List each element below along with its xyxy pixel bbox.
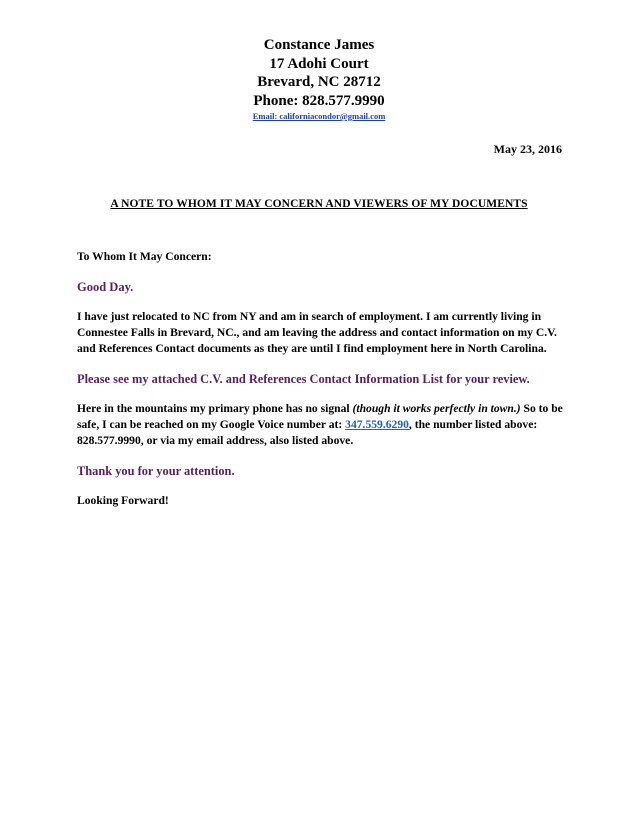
contact-text-2: So to be safe, I can be reached on my Google Voice number at: (77, 402, 563, 431)
letter-body (77, 249, 567, 509)
letter-date: May 23, 2016 (493, 142, 562, 156)
greeting: Good Day. (77, 280, 134, 294)
contact-text-3: , the number listed above: 828.577.9990, or via my email address, also listed above. (77, 418, 538, 447)
letterhead (0, 36, 638, 122)
google-voice-number-link[interactable]: 347.559.6290 (345, 418, 409, 431)
contact-text-italic: (though it works perfectly in town.) (352, 402, 521, 415)
attached-documents-paragraph: Please see my attached C.V. and References Contact Information List for your review. (77, 372, 530, 386)
contact-paragraph (77, 401, 567, 449)
sender-phone: Phone: 828.577.9990 (253, 92, 385, 109)
sender-name: Constance James (263, 37, 375, 53)
note-title: A NOTE TO WHOM IT MAY CONCERN AND VIEWERS OF MY DOCUMENTS (110, 198, 528, 210)
contact-text-1: Here in the mountains my primary phone has no signal (77, 402, 353, 415)
salutation: To Whom It May Concern: (77, 250, 212, 263)
sender-email-link[interactable]: Email: californiacondor@gmail.com (252, 111, 386, 121)
sender-city: Brevard, NC 28712 (257, 74, 381, 90)
relocation-paragraph: I have just relocated to NC from NY and am in search of employment. I am currently living in Connestee Falls in Brevard, NC., and am leaving the address and contact information on my C.V. and References Contact documents as they are until I find employment here in North Carolina. (77, 310, 557, 355)
sender-address: 17 Adohi Court (269, 55, 369, 72)
closing-line: Looking Forward! (77, 494, 169, 507)
thanks-line: Thank you for your attention. (77, 464, 235, 478)
